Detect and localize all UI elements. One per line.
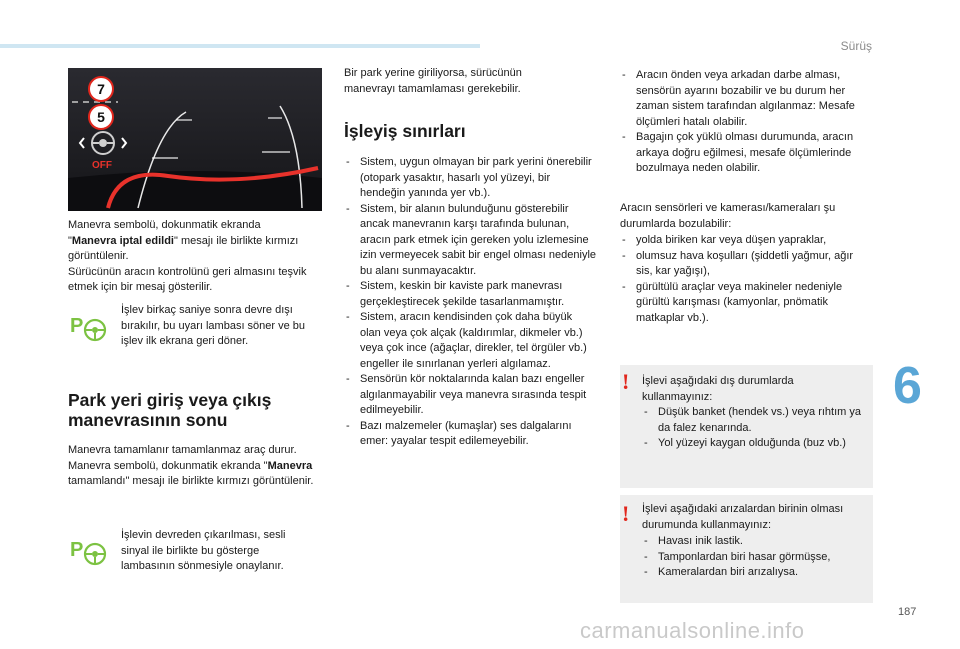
page-number: 187 <box>898 606 917 618</box>
col3-list-2 <box>620 233 872 326</box>
warning-box-2 <box>620 495 873 603</box>
col1-note-1: İşlev birkaç saniye sonra devre dışı bırakılır, bu uyarı lambası söner ve bu işlev ilk ekrana geri döner. <box>121 304 306 347</box>
watermark: carmanualsonline.info <box>580 618 805 643</box>
col2-limits-list <box>344 155 596 450</box>
park-assist-off-icon <box>78 128 128 176</box>
park-steering-icon <box>68 312 108 344</box>
col1-paragraph-1: Manevra sembolü, dokunmatik ekranda "Manevra iptal edildi" mesajı ile birlikte kırmızı görüntülenir. Sürücünün aracın kontrolünü geri almasını teşvik etmek için bir mesaj gösterilir. <box>68 219 307 293</box>
list-item: - gürültülü araçlar veya makineler nedeniyle gürültü karışması (kamyonlar, pnömatik matkaplar vb.). <box>620 280 872 327</box>
list-item: - Aracın önden veya arkadan darbe alması, sensörün ayarını bozabilir ve bu durum her zaman sistem tarafından algılanmaz: Mesafe ölçümleri hatalı olabilir. <box>620 68 872 130</box>
warning-box-1 <box>620 365 873 488</box>
list-item: - Sistem, bir alanın bulunduğunu gösterebilir ancak manevranın karşı tarafında bulunan, aracın park etmek için gereken yolu izlemesine izin vermeyecek sabit bir engel olması nedeniyle bu alanı sunmayacaktır. <box>344 202 596 280</box>
off-label: OFF <box>92 160 112 171</box>
speed-indicator-top: 7 <box>88 76 114 102</box>
list-item: - Kameralardan biri arızalıysa. <box>642 565 872 581</box>
col3-list-1 <box>620 68 872 177</box>
list-item: - Yol yüzeyi kaygan olduğunda (buz vb.) <box>642 436 872 452</box>
list-item: - yolda biriken kar veya düşen yapraklar, <box>620 233 872 249</box>
svg-text:P: P <box>70 315 84 337</box>
col2-heading: İşleyiş sınırları <box>344 121 466 141</box>
warning-icon: ! <box>622 369 630 394</box>
col2-intro: Bir park yerine giriliyorsa, sürücünün manevrayı tamamlaması gerekebilir. <box>344 67 522 95</box>
list-item: - Tamponlardan biri hasar görmüşse, <box>642 550 872 566</box>
park-steering-icon <box>68 536 108 568</box>
park-assist-indicator-icon-2 <box>68 536 108 573</box>
list-item: - Sistem, uygun olmayan bir park yerini önerebilir (otopark yasaktır, hasarlı yol yüzeyi, bir hendeğin yanında yer vb.). <box>344 155 596 202</box>
speed-indicator-bottom: 5 <box>88 104 114 130</box>
list-item: - Düşük banket (hendek vs.) veya rıhtım ya da falez kenarında. <box>642 405 872 436</box>
list-item: - olumsuz hava koşulları (şiddetli yağmur, ağır sis, kar yağışı), <box>620 249 872 280</box>
warning-icon: ! <box>622 501 630 526</box>
steering-wheel-icon <box>78 128 128 162</box>
col1-heading: Park yeri giriş veya çıkış manevrasının sonu <box>68 390 272 430</box>
list-item: - Sensörün kör noktalarında kalan bazı engeller algılanmayabilir veya manevra sırasında tespit edilmeyebilir. <box>344 372 596 419</box>
list-item: - Bazı malzemeler (kumaşlar) ses dalgalarını emer: yayalar tespit edilemeyebilir. <box>344 419 596 450</box>
list-item: - Sistem, keskin bir kaviste park manevrası gerçekleştirecek şekilde tasarlanmamıştır. <box>344 279 596 310</box>
col1-paragraph-2: Manevra tamamlanır tamamlanmaz araç durur. Manevra sembolü, dokunmatik ekranda "Manevra tamamlandı" mesajı ile birlikte kırmızı görüntülenir. <box>68 444 314 487</box>
list-item: - Sistem, aracın kendisinden çok daha büyük olan veya çok alçak (kaldırımlar, dikmeler vb.) veya çok ince (ağaçlar, direkler, tel örgüler vb.) engeller ile sınırlanan yerleri algılamaz. <box>344 310 596 372</box>
park-assist-indicator-icon <box>68 312 108 349</box>
warning-title: İşlevi aşağıdaki dış durumlarda kullanmayınız: <box>642 375 794 403</box>
col3-paragraph: Aracın sensörleri ve kamerası/kameraları şu durumlarda bozulabilir: <box>620 202 836 230</box>
chapter-number: 6 <box>893 357 922 415</box>
list-item: - Havası inik lastik. <box>642 534 872 550</box>
warning-list <box>642 405 872 452</box>
list-item: - Bagajın çok yüklü olması durumunda, aracın arkaya doğru eğilmesi, mesafe ölçümlerinde bozulmaya neden olabilir. <box>620 130 872 177</box>
warning-title: İşlevi aşağıdaki arızalardan birinin olması durumunda kullanmayınız: <box>642 503 844 531</box>
parking-camera-screen <box>68 68 322 211</box>
warning-list <box>642 534 872 581</box>
section-title: Sürüş <box>840 39 872 53</box>
col1-note-2: İşlevin devreden çıkarılması, sesli sinyal ile birlikte bu gösterge lambasının sönmesiyle onaylanır. <box>121 529 286 572</box>
svg-text:P: P <box>70 539 84 561</box>
header-accent-bar <box>0 44 480 48</box>
